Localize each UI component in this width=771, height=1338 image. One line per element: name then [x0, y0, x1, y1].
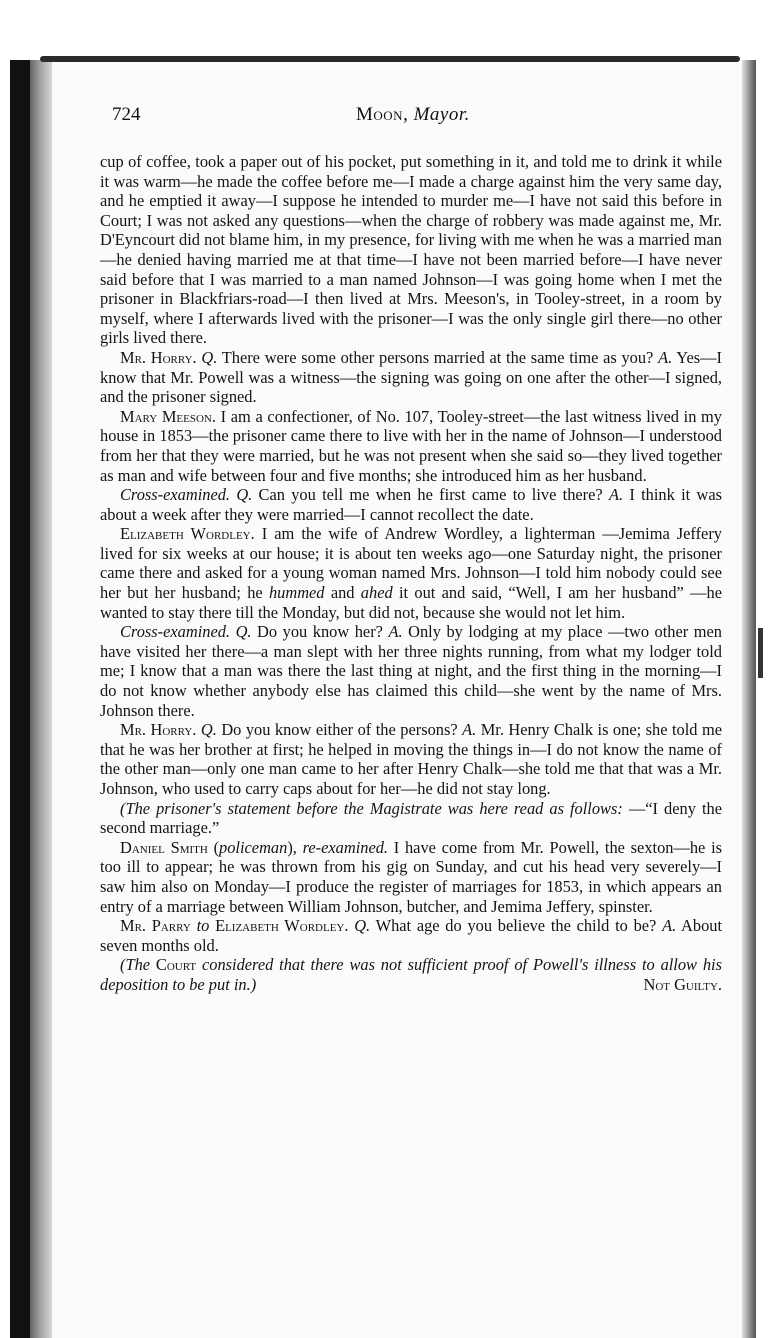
running-head-name: Moon — [356, 104, 404, 125]
emphasis: hummed — [268, 583, 325, 603]
binding-shadow — [10, 60, 30, 1338]
answer-marker: A. — [658, 347, 673, 367]
body-text — [100, 152, 722, 995]
running-head — [356, 104, 470, 126]
page-number: 724 — [112, 104, 141, 125]
paragraph-8 — [100, 799, 722, 838]
speaker: Elizabeth Wordley. — [120, 524, 255, 544]
page-right-edge — [742, 60, 756, 1338]
testimony-text: Can you tell me when he first came to live there? — [252, 485, 609, 505]
question-marker: Q. — [236, 485, 253, 505]
paragraph-1: cup of coffee, took a paper out of his pocket, put something in it, and told me to drink it while it was warm—he made the coffee before me—I made a charge against him the very same day, and he emptied it away—I suppose he intended to murder me—I have not said this before in Court; I was not asked any questions—when the charge of robbery was made against me, Mr. D'Eyncourt did not blame him, in my presence, for living with me when he was a married man—he denied having married me at that time—I have not been married before—I have never said before that I was married to a man named Johnson—I was going home when I met the prisoner in Blackfriars-road—I then lived at Mrs. Meeson's, in Tooley-street, in a room by myself, where I afterwards lived with the prisoner—I was the only single girl there—no other girls lived there. — [100, 152, 722, 348]
testimony-text: Do you know her? — [251, 622, 389, 642]
speaker: Mr. Horry. — [120, 347, 197, 367]
examination-label: re-examined. — [302, 837, 389, 857]
testimony-text: I think it was about a week after they were married—I cannot recollect the date. — [100, 485, 722, 524]
testimony-text: There were some other persons married at the same time as you? — [217, 347, 659, 367]
testimony-text: About seven months old. — [100, 916, 723, 955]
statement-text: —“I deny the second marriage.” — [100, 798, 722, 838]
paragraph-9 — [100, 838, 722, 916]
question-marker: Q. — [200, 720, 217, 740]
paragraph-6 — [100, 622, 722, 720]
examination-label: Cross-examined. — [120, 485, 231, 505]
testimony-text: I have come from Mr. Powell, the sexton—he is too ill to appear; he was thrown from his gig on Sunday, and cut his head very severely—I saw him also on Monday—I produce the register of marriages for 1853, in which appears an entry of a marriage between William Johnson, butcher, and Jemima Jeffery, spinster. — [100, 837, 722, 916]
speaker: Elizabeth Wordley. — [215, 916, 349, 936]
answer-marker: A. — [388, 622, 403, 642]
paragraph-10 — [100, 916, 722, 955]
court-note: considered that there was not sufficient proof of Powell's illness to allow his deposition to be put in.) — [100, 955, 722, 994]
speaker: Mary Meeson. — [120, 406, 216, 426]
emphasis: ahed — [360, 583, 393, 603]
paragraph-7 — [100, 720, 722, 798]
question-marker: Q. — [201, 347, 218, 367]
question-marker: Q. — [235, 622, 252, 642]
speaker: Daniel Smith — [120, 837, 208, 857]
testimony-text: Only by lodging at my place —two other men have visited her there—a man slept with her three nights running, from what my lodger told me; I know that a man was there the last thing at night, and the first thing in the morning—I do not know whether anybody else has claimed this child—she went by the name of Mrs. Johnson there. — [100, 622, 722, 720]
examination-label: Cross-examined. — [120, 622, 231, 642]
testimony-text: Mr. Henry Chalk is one; she told me that he was her brother at first; he helped in moving the things in—I do not know the name of the other man—only one man came to her after Henry Chalk—she told me that that was a Mr. Johnson, who used to carry caps about for her—he did not stay long. — [100, 720, 722, 798]
testimony-text: it out and said, “Well, I am her husband” —he wanted to stay there till the Monday, but did not, because she would not let him. — [100, 583, 722, 622]
question-marker: Q. — [354, 916, 371, 936]
running-head-suffix: , Mayor. — [403, 104, 470, 125]
answer-marker: A. — [662, 916, 677, 936]
testimony-text: Yes—I know that Mr. Powell was a witness—the signing was going on one after the other—I signed, and the prisoner signed. — [100, 347, 723, 407]
connector: to — [190, 916, 216, 936]
page-curl-shadow — [30, 60, 52, 1338]
paragraph-11 — [100, 955, 722, 994]
testimony-text: I am the wife of Andrew Wordley, a lighterman —Jemima Jeffery lived for six weeks at our house; it is about ten weeks ago—one Saturday night, the prisoner came there and asked for a young woman named Mrs. Johnson—I told him nobody could see her but her husband; he — [100, 524, 722, 603]
speaker: Mr. Horry. — [120, 720, 197, 740]
answer-marker: A. — [462, 720, 477, 740]
paragraph-5 — [100, 524, 722, 622]
paragraph-2 — [100, 348, 722, 407]
testimony-text: I am a confectioner, of No. 107, Tooley-street—the last witness lived in my house in 1853—the prisoner came there to live with her in the name of Johnson—I understood from her that they were married, but he was not present when she said so—they lived together as man and wife between four and five months; she introduced him as her husband. — [100, 406, 723, 485]
verdict: Not Guilty. — [643, 974, 722, 994]
answer-marker: A. — [608, 485, 624, 505]
testimony-text: What age do you believe the child to be? — [370, 916, 663, 936]
speaker: Mr. Parry — [120, 916, 191, 936]
court-label: Court — [155, 955, 197, 975]
paragraph-4 — [100, 485, 722, 524]
scan-mark — [758, 628, 763, 678]
testimony-text: Do you know either of the persons? — [216, 720, 463, 740]
court-note-open: (The — [120, 955, 156, 975]
punctuation: ( — [207, 837, 220, 857]
punctuation: ), — [287, 837, 303, 857]
testimony-text: and — [324, 583, 361, 603]
role-label: policeman — [219, 837, 288, 857]
stage-note: (The prisoner's statement before the Magistrate was here read as follows: — [120, 798, 623, 818]
page-header — [112, 104, 712, 134]
paragraph-3 — [100, 407, 722, 485]
